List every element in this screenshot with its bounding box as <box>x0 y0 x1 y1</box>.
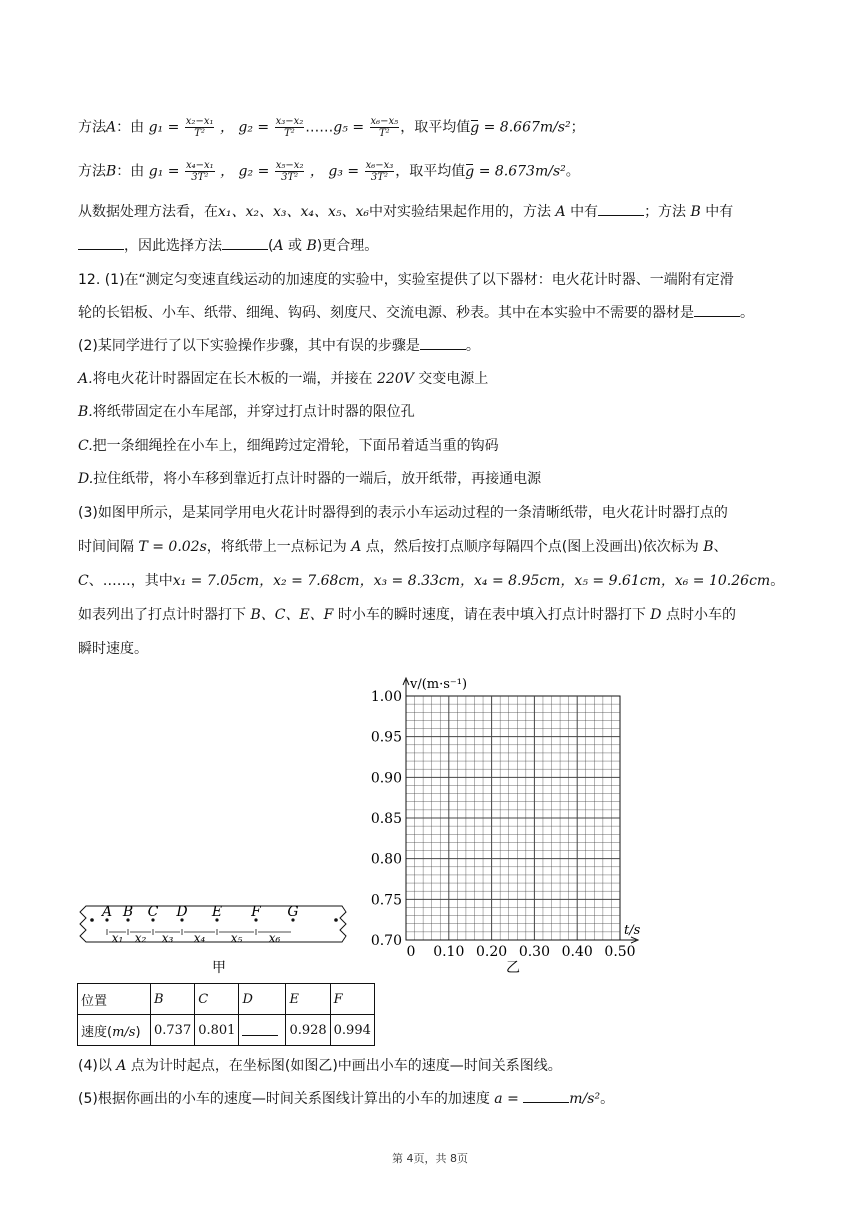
q12-line-13: (4)以 A 点为计时起点，在坐标图(如图乙)中画出小车的速度—时间关系图线。 <box>78 1058 562 1074</box>
answer-blank[interactable] <box>420 337 466 350</box>
tape-point-label: B <box>122 904 134 920</box>
table-header-cell: D <box>239 984 286 1015</box>
y-tick-label: 0.90 <box>370 770 402 787</box>
y-tick-label: 0.75 <box>370 892 402 909</box>
q12-line-2: 轮的长铝板、小车、纸带、细绳、钩码、刻度尺、交流电源、秒表。其中在本实验中不需要的器材是 。 <box>78 305 754 321</box>
table-header-cell: C <box>195 984 239 1015</box>
velocity-table <box>77 983 375 1046</box>
answer-blank[interactable] <box>523 1090 569 1103</box>
x-axis-label: t/s <box>624 923 641 938</box>
y-tick-label: 1.00 <box>370 689 402 705</box>
option-c: C.把一条细绳拴在小车上，细绳跨过定滑轮，下面吊着适当重的钩码 <box>78 438 499 454</box>
fraction: $\frac{\text{x₃−x₂}}{\text{T²}}$ <box>275 116 304 139</box>
table-header-cell: B <box>151 984 195 1015</box>
y-tick-label: 0.70 <box>370 933 402 949</box>
tape-point-label: G <box>287 904 299 920</box>
fraction: $\frac{\text{x₆−x₅}}{\text{T²}}$ <box>370 116 399 139</box>
q12-line-12: 瞬时速度。 <box>78 641 148 657</box>
velocity-time-graph <box>364 672 664 982</box>
answer-blank[interactable] <box>598 203 644 216</box>
analysis-line-1: 从数据处理方法看，在x₁、x₂、x₃、x₄、x₅、x₆中对实验结果起作用的，方法 A 中有 ；方法 B 中有 <box>78 204 734 220</box>
q12-line-8: (3)如图甲所示，是某同学用电火花计时器得到的表示小车运动过程的一条清晰纸带，电火花计时器打点的 <box>78 505 728 521</box>
y-tick-label: 0.80 <box>370 851 402 868</box>
table-row-label: 速度(m/s) <box>78 1015 151 1046</box>
table-cell: 0.994 <box>330 1015 374 1046</box>
q12-line-1: 12. (1)在“测定匀变速直线运动的加速度的实验中，实验室提供了以下器材：电火花计时器、一端附有定滑 <box>78 272 734 288</box>
figure-caption: 乙 <box>506 960 520 976</box>
x-tick-label: 0.40 <box>561 944 593 960</box>
figure-caption: 甲 <box>212 960 226 976</box>
method-b-line: 方法B：由 g₁ = $\frac{\text{x₄−x₁}}{\text{3T²}}$ ， g₂ = $\frac{\text{x₅−x₂}}{\text{3T²}}$ ， g₃ = $\frac{\text{x₆−x₃}}{\text{3T²}}$ ，取平均值g = 8.673m/s²。 <box>78 160 580 183</box>
option-d: D.拉住纸带，将小车移到靠近打点计时器的一端后，放开纸带，再接通电源 <box>78 471 542 487</box>
table-row <box>78 1015 375 1046</box>
method-a-line: 方法A：由 g₁ = $\frac{\text{x₂−x₁}}{\text{T²}}$ ， g₂ = $\frac{\text{x₃−x₂}}{\text{T²}}$ ……g₅ = $\frac{\text{x₆−x₅}}{\text{T²}}$ ，取平均值g = 8.667m/s²； <box>78 116 585 139</box>
fraction: $\frac{\text{x₅−x₂}}{\text{3T²}}$ <box>275 160 304 183</box>
fraction: $\frac{\text{x₄−x₁}}{\text{3T²}}$ <box>185 160 214 183</box>
q12-line-14: (5)根据你画出的小车的速度—时间关系图线计算出的小车的加速度 a = m/s²。 <box>78 1091 615 1107</box>
fraction: $\frac{\text{x₂−x₁}}{\text{T²}}$ <box>185 116 214 139</box>
x-tick-label: 0.30 <box>518 944 550 960</box>
y-tick-label: 0.95 <box>370 729 402 746</box>
table-cell: 0.801 <box>195 1015 239 1046</box>
table-cell-blank[interactable] <box>239 1015 286 1046</box>
tape-segment-label: x₂ <box>134 931 147 945</box>
tape-point-label: F <box>251 904 261 920</box>
table-header-cell: F <box>330 984 374 1015</box>
table-cell: 0.928 <box>286 1015 330 1046</box>
tape-segment-label: x₃ <box>161 931 174 945</box>
table-header-label: 位置 <box>78 984 151 1015</box>
fraction: $\frac{\text{x₆−x₃}}{\text{3T²}}$ <box>365 160 394 183</box>
q12-line-3: (2)某同学进行了以下实验操作步骤，其中有误的步骤是 。 <box>78 338 480 354</box>
tape-point-label: C <box>147 904 159 920</box>
x-tick-label: 0.20 <box>476 944 508 960</box>
y-tick-label: 0.85 <box>370 811 402 827</box>
x-tick-label: 0 <box>406 944 416 960</box>
answer-blank[interactable] <box>78 237 124 250</box>
answer-blank[interactable] <box>694 304 740 317</box>
x-tick-label: 0.10 <box>433 944 465 960</box>
tape-point-label: A <box>101 904 113 920</box>
tape-point-label: D <box>176 904 188 920</box>
tape-segment-label: x₆ <box>268 931 281 945</box>
tape-segment-label: x₄ <box>193 931 206 945</box>
q12-line-11: 如表列出了打点计时器打下 B、C、E、F 时小车的瞬时速度，请在表中填入打点计时器打下 D 点时小车的 <box>78 607 736 623</box>
answer-blank[interactable] <box>222 237 268 250</box>
page-footer: 第 4页，共 8页 <box>392 1152 468 1165</box>
table-row <box>78 984 375 1015</box>
x-tick-label: 0.50 <box>604 944 636 960</box>
table-header-cell: E <box>286 984 330 1015</box>
tape-segment-label: x₁ <box>111 931 124 945</box>
tape-end-dot <box>90 918 94 922</box>
option-b: B.将纸带固定在小车尾部，并穿过打点计时器的限位孔 <box>78 404 415 420</box>
paper-tape-figure <box>74 896 364 978</box>
tape-point-label: E <box>211 904 223 920</box>
q12-line-10: C、……，其中x₁ = 7.05cm，x₂ = 7.68cm，x₃ = 8.33cm，x₄ = 8.95cm，x₅ = 9.61cm，x₆ = 10.26cm。 <box>78 573 785 589</box>
option-a: A.将电火花计时器固定在长木板的一端，并接在 220V 交变电源上 <box>78 371 489 387</box>
tape-segment-label: x₅ <box>230 931 243 945</box>
analysis-line-2: ，因此选择方法 (A 或 B)更合理。 <box>78 236 378 256</box>
q12-line-9: 时间间隔 T = 0.02s，将纸带上一点标记为 A 点，然后按打点顺序每隔四个点(图上没画出)依次标为 B、 <box>78 539 728 555</box>
y-axis-label: v/(m·s⁻¹) <box>410 677 468 692</box>
table-cell: 0.737 <box>151 1015 195 1046</box>
tape-end-dot <box>334 918 338 922</box>
